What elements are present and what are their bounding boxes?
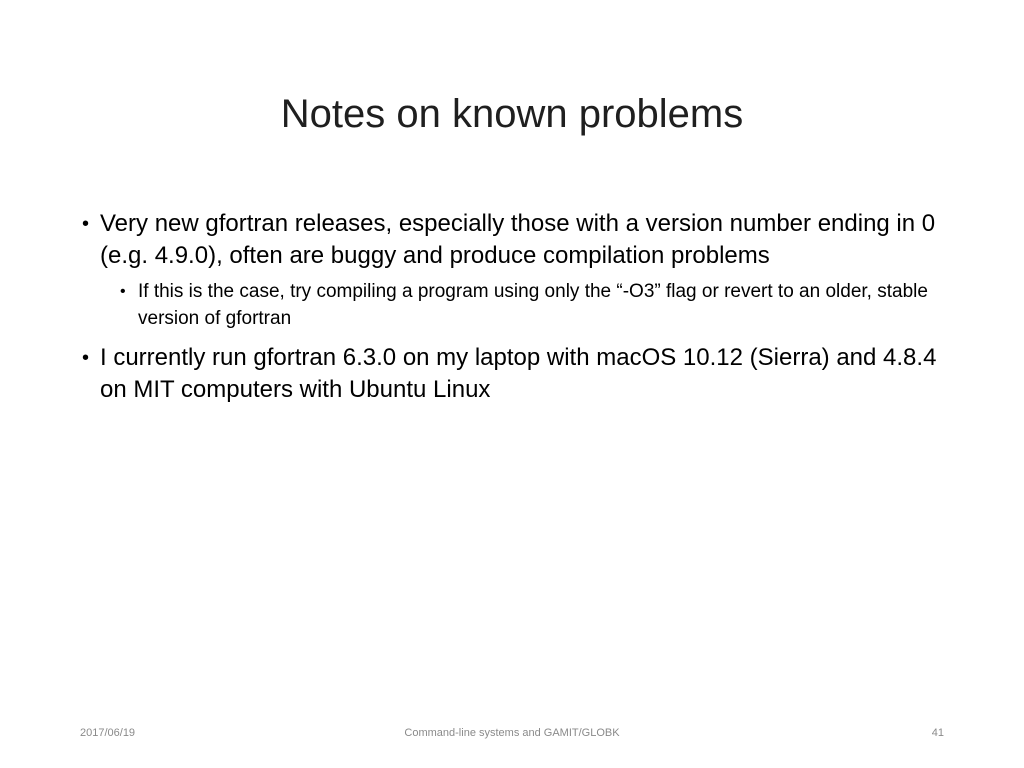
bullet-icon: • (82, 213, 90, 235)
sub-bullet-icon: • (120, 283, 126, 300)
bullet-icon: • (82, 347, 90, 369)
bullet-text-2: I currently run gfortran 6.3.0 on my laptop with macOS 10.12 (Sierra) and 4.8.4 on MIT computers with Ubuntu Linux (100, 344, 937, 403)
footer-page-number: 41 (931, 727, 944, 739)
slide-body (80, 208, 950, 412)
bullet-text-1: Very new gfortran releases, especially those with a version number ending in 0 (e.g. 4.9.0), often are buggy and produce compilation problems (100, 210, 936, 269)
footer-title: Command-line systems and GAMIT/GLOBK (404, 727, 620, 739)
sub-bullet-text-1: If this is the case, try compiling a program using only the “-O3” flag or revert to an older, stable version of gfortran (138, 281, 928, 329)
bullet-item-1 (80, 208, 950, 272)
footer-date: 2017/06/19 (80, 727, 136, 739)
sub-bullet-item-1 (80, 278, 950, 332)
slide-title: Notes on known problems (280, 92, 744, 136)
bullet-item-2 (80, 342, 950, 406)
